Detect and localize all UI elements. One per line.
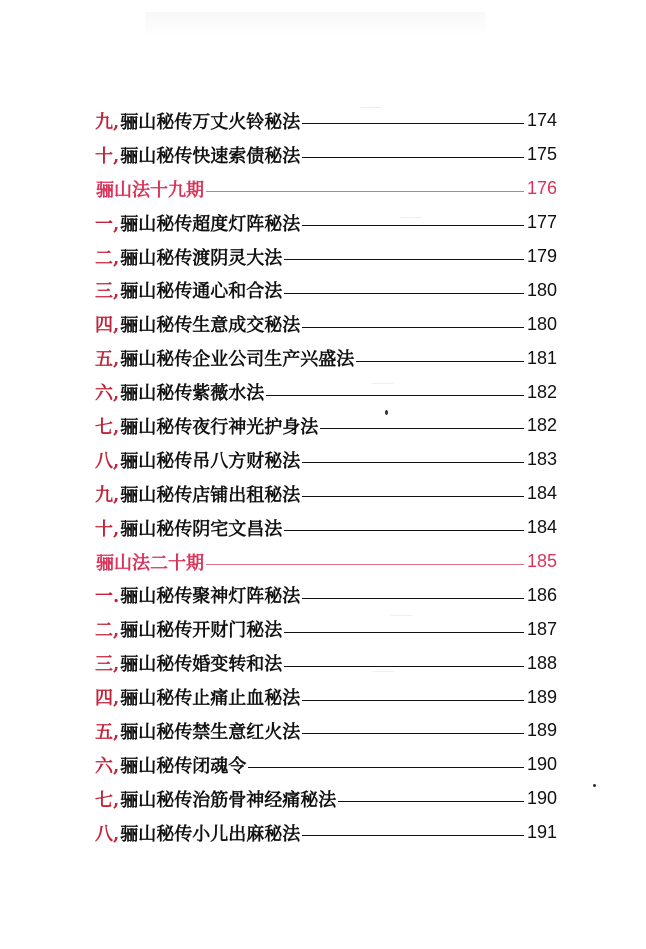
toc-entry-number: 三, [95,281,120,303]
toc-entry-number: 七, [95,416,120,438]
toc-entry-title: 骊山秘传渡阴灵大法 [120,247,283,269]
toc-entry-title: 骊山秘传店铺出租秘法 [120,484,301,506]
toc-leader-line [302,225,524,226]
toc-leader-line [206,191,524,192]
toc-entry-number: 七, [95,789,120,811]
toc-entry-title: 骊山秘传小儿出麻秘法 [120,823,301,845]
toc-leader-line [320,428,524,429]
toc-entry-number: 一, [95,213,120,235]
toc-page-number: 174 [526,110,557,131]
toc-leader-line [284,259,524,260]
show-through-mark: ⸺ [372,664,394,679]
toc-entry-number: 六, [95,383,120,405]
toc-entry-number: 十, [95,518,120,540]
toc-page-number: 182 [526,381,557,402]
toc-entry-title: 骊山秘传万丈火铃秘法 [120,111,301,133]
toc-entry [95,307,557,341]
toc-page-number: 189 [526,686,557,707]
toc-entry [95,240,557,274]
toc-entry-title: 骊山法十九期 [96,179,204,201]
toc-entry-number: 二, [95,620,120,642]
toc-entry-title: 骊山法二十期 [96,552,204,574]
toc-entry [95,714,557,748]
toc-entry-number: 四, [95,688,120,710]
toc-section-heading [95,172,557,206]
toc-page-number: 179 [526,246,557,266]
toc-entry [95,612,557,646]
toc-leader-line [302,700,524,701]
toc-leader-line [302,733,524,734]
toc-entry-number: 八, [95,450,120,472]
toc-entry [95,748,557,782]
toc-page-number: 191 [526,822,557,843]
toc-entry-title: 骊山秘传生意成交秘法 [120,315,301,337]
toc-entry [95,477,557,511]
toc-leader-line [302,123,524,124]
toc-entry-number: 三, [95,654,120,676]
toc-entry [95,273,557,307]
toc-page-number: 190 [526,754,557,775]
toc-section-heading [95,545,557,579]
toc-page-number: 177 [526,212,557,233]
toc-entry [95,511,557,545]
toc-leader-line [302,327,524,328]
show-through-mark: ⸺ [400,210,422,225]
show-through-mark: ⸺ [390,608,412,623]
toc-page-number: 185 [526,551,557,572]
toc-leader-line [356,361,524,362]
toc-entry-title: 骊山秘传快速索债秘法 [120,145,301,167]
toc-page-number: 187 [526,618,557,639]
toc-entry-number: 九, [95,111,120,133]
toc-page-number: 183 [526,449,557,470]
toc-entry-number: 十, [95,145,120,167]
toc-entry-title: 骊山秘传聚神灯阵秘法 [120,586,301,608]
toc-leader-line [266,395,524,396]
toc-leader-line [284,530,524,531]
scan-shadow [145,12,485,38]
toc-entry-number: 四, [95,315,120,337]
toc-leader-line [284,632,524,633]
toc-leader-line [284,293,524,294]
toc-page-number: 180 [526,313,557,334]
toc-page-number: 181 [526,347,557,368]
toc-page-number: 189 [526,720,557,741]
toc-leader-line [302,496,524,497]
toc-leader-line [248,767,524,768]
toc-entry [95,206,557,240]
toc-entry [95,341,557,375]
table-of-contents [95,104,557,850]
toc-entry-number: 一. [95,586,120,608]
toc-entry-title: 骊山秘传超度灯阵秘法 [120,213,301,235]
toc-entry [95,646,557,680]
toc-entry [95,782,557,816]
toc-entry [95,138,557,172]
toc-entry-number: 二, [95,247,120,269]
toc-page-number: 188 [526,652,557,673]
toc-entry [95,680,557,714]
toc-entry [95,409,557,443]
toc-leader-line [284,666,524,667]
toc-entry [95,816,557,850]
toc-entry-title: 骊山秘传吊八方财秘法 [120,450,301,472]
toc-entry-title: 骊山秘传闭魂令 [120,755,247,777]
toc-page-number: 186 [526,584,557,605]
toc-page-number: 176 [526,178,557,199]
toc-entry-title: 骊山秘传紫薇水法 [120,383,265,405]
toc-entry-number: 五, [95,721,120,743]
toc-entry-number: 九, [95,484,120,506]
toc-entry-number: 六, [95,755,120,777]
toc-entry-title: 骊山秘传阴宅文昌法 [120,518,283,540]
toc-leader-line [206,564,524,565]
toc-entry-title: 骊山秘传禁生意红火法 [120,721,301,743]
toc-entry-title: 骊山秘传止痛止血秘法 [120,688,301,710]
toc-entry-number: 五, [95,349,120,371]
toc-page-number: 184 [526,483,557,504]
toc-entry [95,375,557,409]
dust-speck [593,784,596,787]
toc-page-number: 175 [526,144,557,165]
toc-entry-title: 骊山秘传婚变转和法 [120,654,283,676]
toc-page-number: 184 [526,517,557,538]
show-through-mark: ⸺ [360,100,382,115]
toc-leader-line [302,462,524,463]
toc-entry [95,578,557,612]
toc-leader-line [302,835,524,836]
toc-leader-line [302,598,524,599]
toc-page-number: 180 [526,279,557,300]
toc-entry-title: 骊山秘传夜行神光护身法 [120,416,319,438]
toc-page-number: 182 [526,415,557,436]
toc-leader-line [302,157,524,158]
toc-entry [95,443,557,477]
toc-entry-title: 骊山秘传治筋骨神经痛秘法 [120,789,337,811]
toc-entry-title: 骊山秘传通心和合法 [120,281,283,303]
toc-entry-title: 骊山秘传开财门秘法 [120,620,283,642]
toc-entry-number: 八, [95,823,120,845]
toc-entry [95,104,557,138]
toc-entry-title: 骊山秘传企业公司生产兴盛法 [120,349,355,371]
show-through-mark: ⸺ [372,376,394,391]
toc-leader-line [338,801,524,802]
toc-page-number: 190 [526,788,557,809]
